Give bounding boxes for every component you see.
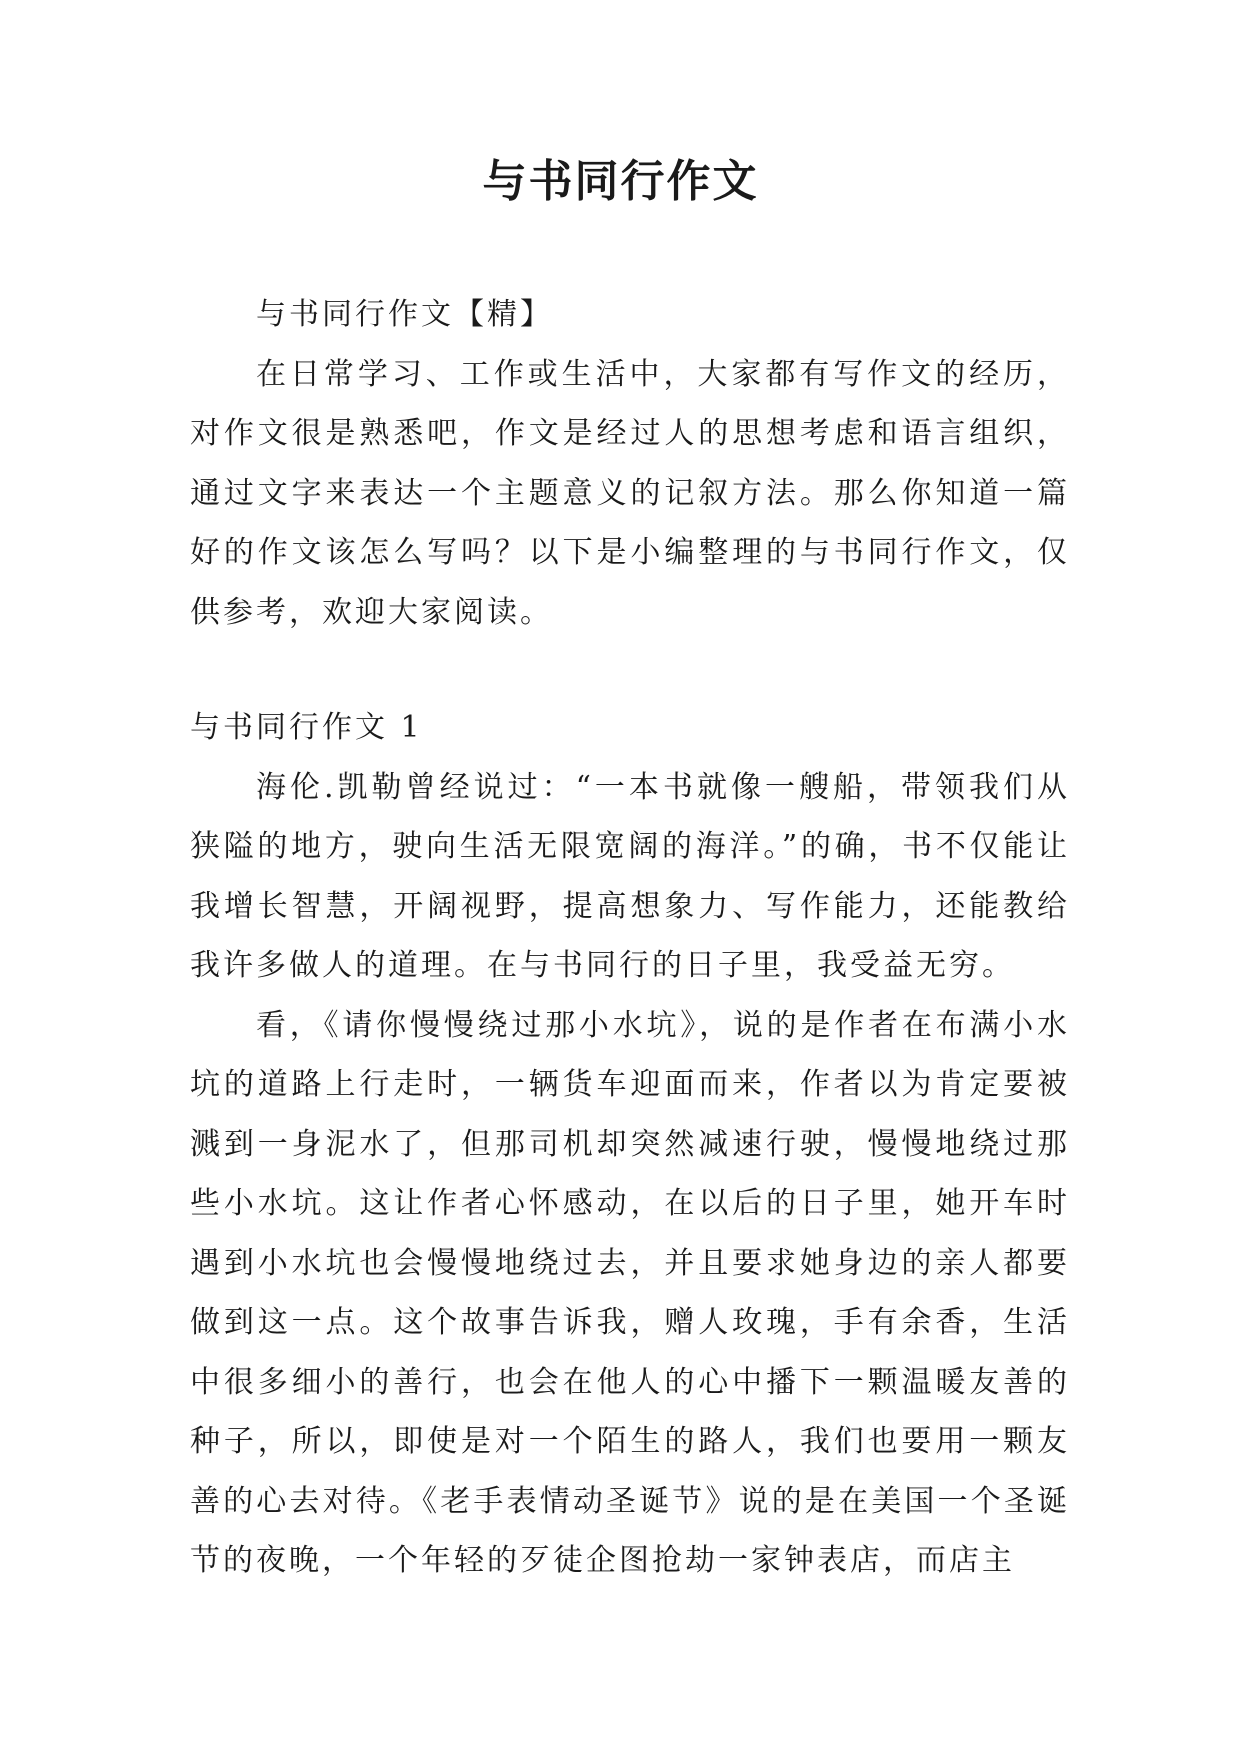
document-body	[190, 285, 1070, 1591]
document-subtitle: 与书同行作文【精】	[256, 297, 553, 332]
body-paragraph-2: 看，《请你慢慢绕过那小水坑》，说的是作者在布满小水坑的道路上行走时，一辆货车迎面而来，作者以为肯定要被溅到一身泥水了，但那司机却突然减速行驶，慢慢地绕过那些小水坑。这让作者心怀感动，在以后的日子里，她开车时遇到小水坑也会慢慢地绕过去，并且要求她身边的亲人都要做到这一点。这个故事告诉我，赠人玫瑰，手有余香，生活中很多细小的善行，也会在他人的心中播下一颗温暖友善的种子，所以，即使是对一个陌生的路人，我们也要用一颗友善的心去对待。《老手表情动圣诞节》说的是在美国一个圣诞节的夜晚，一个年轻的歹徒企图抢劫一家钟表店，而店主	[190, 1007, 1070, 1578]
intro-paragraph: 在日常学习、工作或生活中，大家都有写作文的经历，对作文很是熟悉吧，作文是经过人的思想考虑和语言组织，通过文字来表达一个主题意义的记叙方法。那么你知道一篇好的作文该怎么写吗？以下是小编整理的与书同行作文，仅供参考，欢迎大家阅读。	[190, 356, 1070, 630]
section-heading: 与书同行作文 1	[190, 710, 423, 745]
document-title: 与书同行作文	[482, 156, 759, 207]
body-paragraph-1: 海伦.凯勒曾经说过：“一本书就像一艘船，带领我们从狭隘的地方，驶向生活无限宽阔的海洋。”的确，书不仅能让我增长智慧，开阔视野，提高想象力、写作能力，还能教给我许多做人的道理。在与书同行的日子里，我受益无穷。	[190, 769, 1070, 983]
